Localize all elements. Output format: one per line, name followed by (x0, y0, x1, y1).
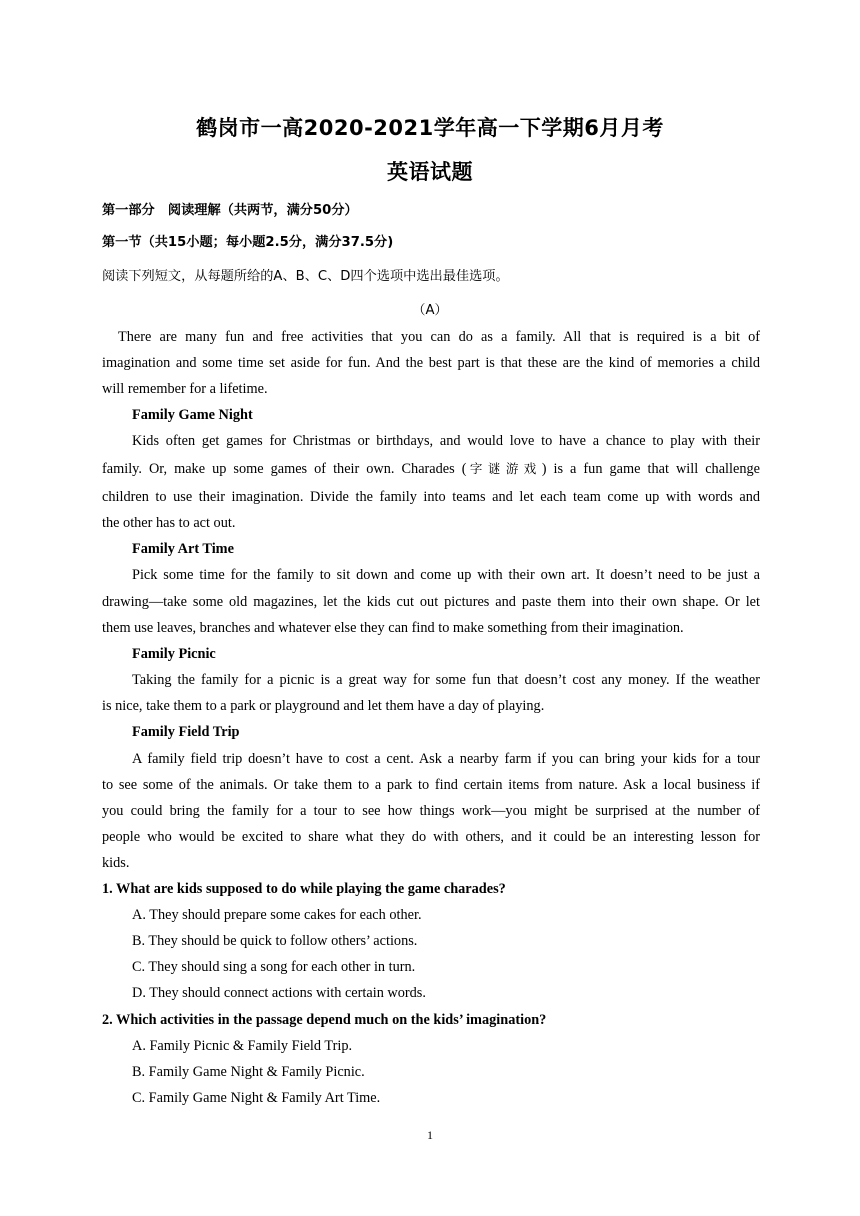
question-1-option-c: C. They should sing a song for each other in turn. (132, 959, 416, 975)
heading-picnic: Family Picnic (132, 646, 216, 662)
question-2-option-b: B. Family Game Night & Family Picnic. (132, 1064, 365, 1080)
heading-art-time: Family Art Time (132, 541, 234, 557)
art-time-line-1: Pick some time for the family to sit down and come up with their own art. It doesn’t need to be just a (132, 567, 760, 583)
game-night-line-1: Kids often get games for Christmas or birthdays, and would love to have a chance to play with their (132, 433, 760, 449)
art-time-line-3: them use leaves, branches and whatever else they can find to make something from their imagination. (102, 620, 684, 636)
exam-subtitle: 英语试题 (387, 160, 473, 184)
question-2-option-a: A. Family Picnic & Family Field Trip. (132, 1038, 353, 1054)
game-night-line-2-a: family. Or, make up some games of their own. Charades ( (102, 461, 467, 477)
question-1-option-b: B. They should be quick to follow others’ actions. (132, 933, 418, 949)
game-night-line-4: the other has to act out. (102, 515, 236, 531)
field-trip-line-4: people who would be excited to share what they do with others, and it could be an interesting lesson for (102, 829, 760, 845)
intro-line-2: imagination and some time set aside for fun. And the best part is that these are the kind of memories a child (102, 355, 760, 371)
question-1-stem: 1. What are kids supposed to do while playing the game charades? (102, 881, 506, 897)
heading-field-trip: Family Field Trip (132, 724, 240, 740)
field-trip-line-2: to see some of the animals. Or take them to a park to find certain items from nature. Ask a local business if (102, 777, 760, 793)
passage-label: （A） (412, 303, 448, 318)
question-2-stem: 2. Which activities in the passage depend much on the kids’ imagination? (102, 1012, 547, 1028)
page-number: 1 (427, 1128, 433, 1142)
picnic-line-2: is nice, take them to a park or playground and let them have a day of playing. (102, 698, 545, 714)
field-trip-line-1: A family field trip doesn’t have to cost a cent. Ask a nearby farm if you can bring your kids for a tour (132, 751, 760, 767)
game-night-line-3: children to use their imagination. Divide the family into teams and let each team come up with words and (102, 489, 760, 505)
part-heading: 第一部分 阅读理解（共两节，满分50分） (102, 203, 358, 218)
art-time-line-2: drawing—take some old magazines, let the kids cut out pictures and paste them into their own shape. Or let (102, 594, 760, 610)
heading-game-night: Family Game Night (132, 407, 253, 423)
question-1-option-d: D. They should connect actions with certain words. (132, 985, 426, 1001)
game-night-line-2 (102, 456, 760, 482)
question-2-option-c: C. Family Game Night & Family Art Time. (132, 1090, 381, 1106)
exam-title: 鹤岗市一高2020-2021学年高一下学期6月月考 (196, 116, 664, 140)
field-trip-line-3: you could bring the family for a tour to see how things work—you might be surprised at the number of (102, 803, 760, 819)
intro-line-3: will remember for a lifetime. (102, 381, 268, 397)
section-heading: 第一节（共15小题；每小题2.5分，满分37.5分) (102, 235, 394, 250)
question-1-option-a: A. They should prepare some cakes for each other. (132, 907, 422, 923)
field-trip-line-5: kids. (102, 855, 130, 871)
instructions: 阅读下列短文，从每题所给的A、B、C、D四个选项中选出最佳选项。 (102, 269, 509, 284)
game-night-line-2-b: ) is a fun game that will challenge (541, 461, 760, 477)
intro-line-1: There are many fun and free activities that you can do as a family. All that is required is a bit of (118, 329, 760, 345)
picnic-line-1: Taking the family for a picnic is a great way for some fun that doesn’t cost any money. If the weather (132, 672, 760, 688)
charades-chinese-gloss: 字谜游戏 (466, 461, 542, 476)
